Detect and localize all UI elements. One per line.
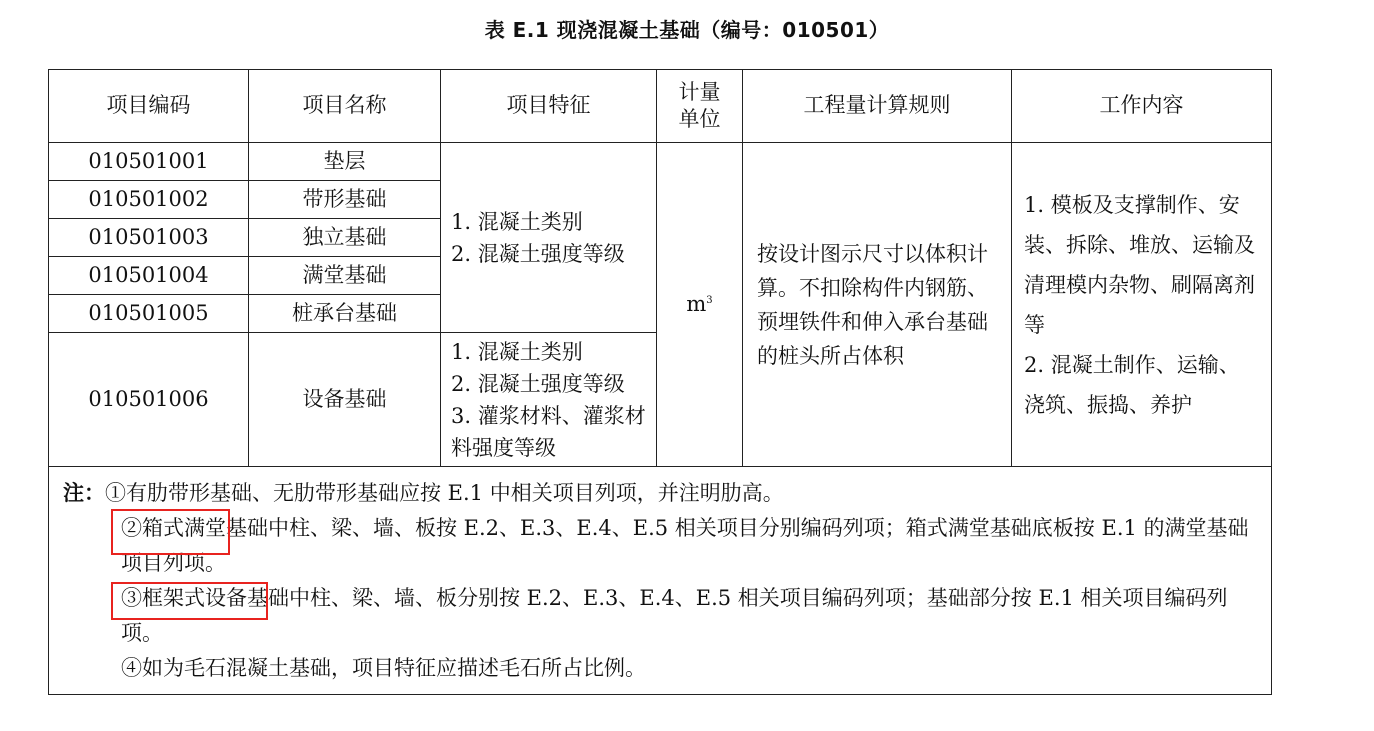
- highlight-box-1: [111, 509, 230, 555]
- row-code: 010501005: [49, 295, 249, 333]
- unit-base: m: [686, 291, 707, 316]
- row-code: 010501001: [49, 143, 249, 181]
- row-code: 010501002: [49, 181, 249, 219]
- calc-rule: 按设计图示尺寸以体积计算。不扣除构件内钢筋、预埋铁件和伸入承台基础的桩头所占体积: [743, 143, 1012, 467]
- feature-item: 1. 混凝土类别: [451, 209, 583, 234]
- row-name: 带形基础: [249, 181, 441, 219]
- row-code: 010501004: [49, 257, 249, 295]
- table-title: 表 E.1 现浇混凝土基础（编号：010501）: [484, 18, 890, 42]
- header-unit: [657, 70, 743, 143]
- features-group-1: [441, 143, 657, 333]
- header-work: 工作内容: [1012, 70, 1272, 143]
- notes-cell: [49, 467, 1272, 695]
- header-feature: 项目特征: [441, 70, 657, 143]
- header-name: 项目名称: [249, 70, 441, 143]
- work-item: 2. 混凝土制作、运输、浇筑、振捣、养护: [1024, 352, 1240, 417]
- row-name: 独立基础: [249, 219, 441, 257]
- row-name: 桩承台基础: [249, 295, 441, 333]
- header-rule: 工程量计算规则: [743, 70, 1012, 143]
- row-name: 垫层: [249, 143, 441, 181]
- header-unit-line2: 单位: [678, 107, 721, 131]
- note-1-text: ①有肋带形基础、无肋带形基础应按 E.1 中相关项目列项，并注明肋高。: [105, 481, 784, 505]
- note-4: ④如为毛石混凝土基础，项目特征应描述毛石所占比例。: [121, 656, 646, 680]
- work-content: [1012, 143, 1272, 467]
- highlight-box-2: [111, 582, 268, 620]
- note-3: ③框架式设备基础中柱、梁、墙、板分别按 E.2、E.3、E.4、E.5 相关项目编码列项；基础部分按 E.1 相关项目编码列项。: [121, 586, 1228, 645]
- features-group-2: [441, 333, 657, 467]
- row-code: 010501003: [49, 219, 249, 257]
- feature-item: 3. 灌浆材料、灌浆材料强度等级: [451, 403, 646, 460]
- note-2: ②箱式满堂基础中柱、梁、墙、板按 E.2、E.3、E.4、E.5 相关项目分别编码列项；箱式满堂基础底板按 E.1 的满堂基础项目列项。: [121, 516, 1249, 575]
- row-code: 010501006: [49, 333, 249, 467]
- row-name: 满堂基础: [249, 257, 441, 295]
- work-item: 1. 模板及支撑制作、安装、拆除、堆放、运输及清理模内杂物、刷隔离剂等: [1024, 192, 1255, 337]
- header-code: 项目编码: [49, 70, 249, 143]
- feature-item: 2. 混凝土强度等级: [451, 241, 625, 266]
- unit-sup: 3: [706, 294, 713, 306]
- header-unit-line1: 计量: [678, 79, 721, 104]
- header-row: [49, 70, 1272, 143]
- feature-item: 2. 混凝土强度等级: [451, 371, 625, 396]
- notes-label: 注：: [63, 480, 105, 505]
- notes-row: [49, 467, 1272, 695]
- row-name: 设备基础: [249, 333, 441, 467]
- table-row: [49, 143, 1272, 181]
- note-1: [63, 475, 1257, 511]
- feature-item: 1. 混凝土类别: [451, 339, 583, 364]
- unit-cell: [657, 143, 743, 467]
